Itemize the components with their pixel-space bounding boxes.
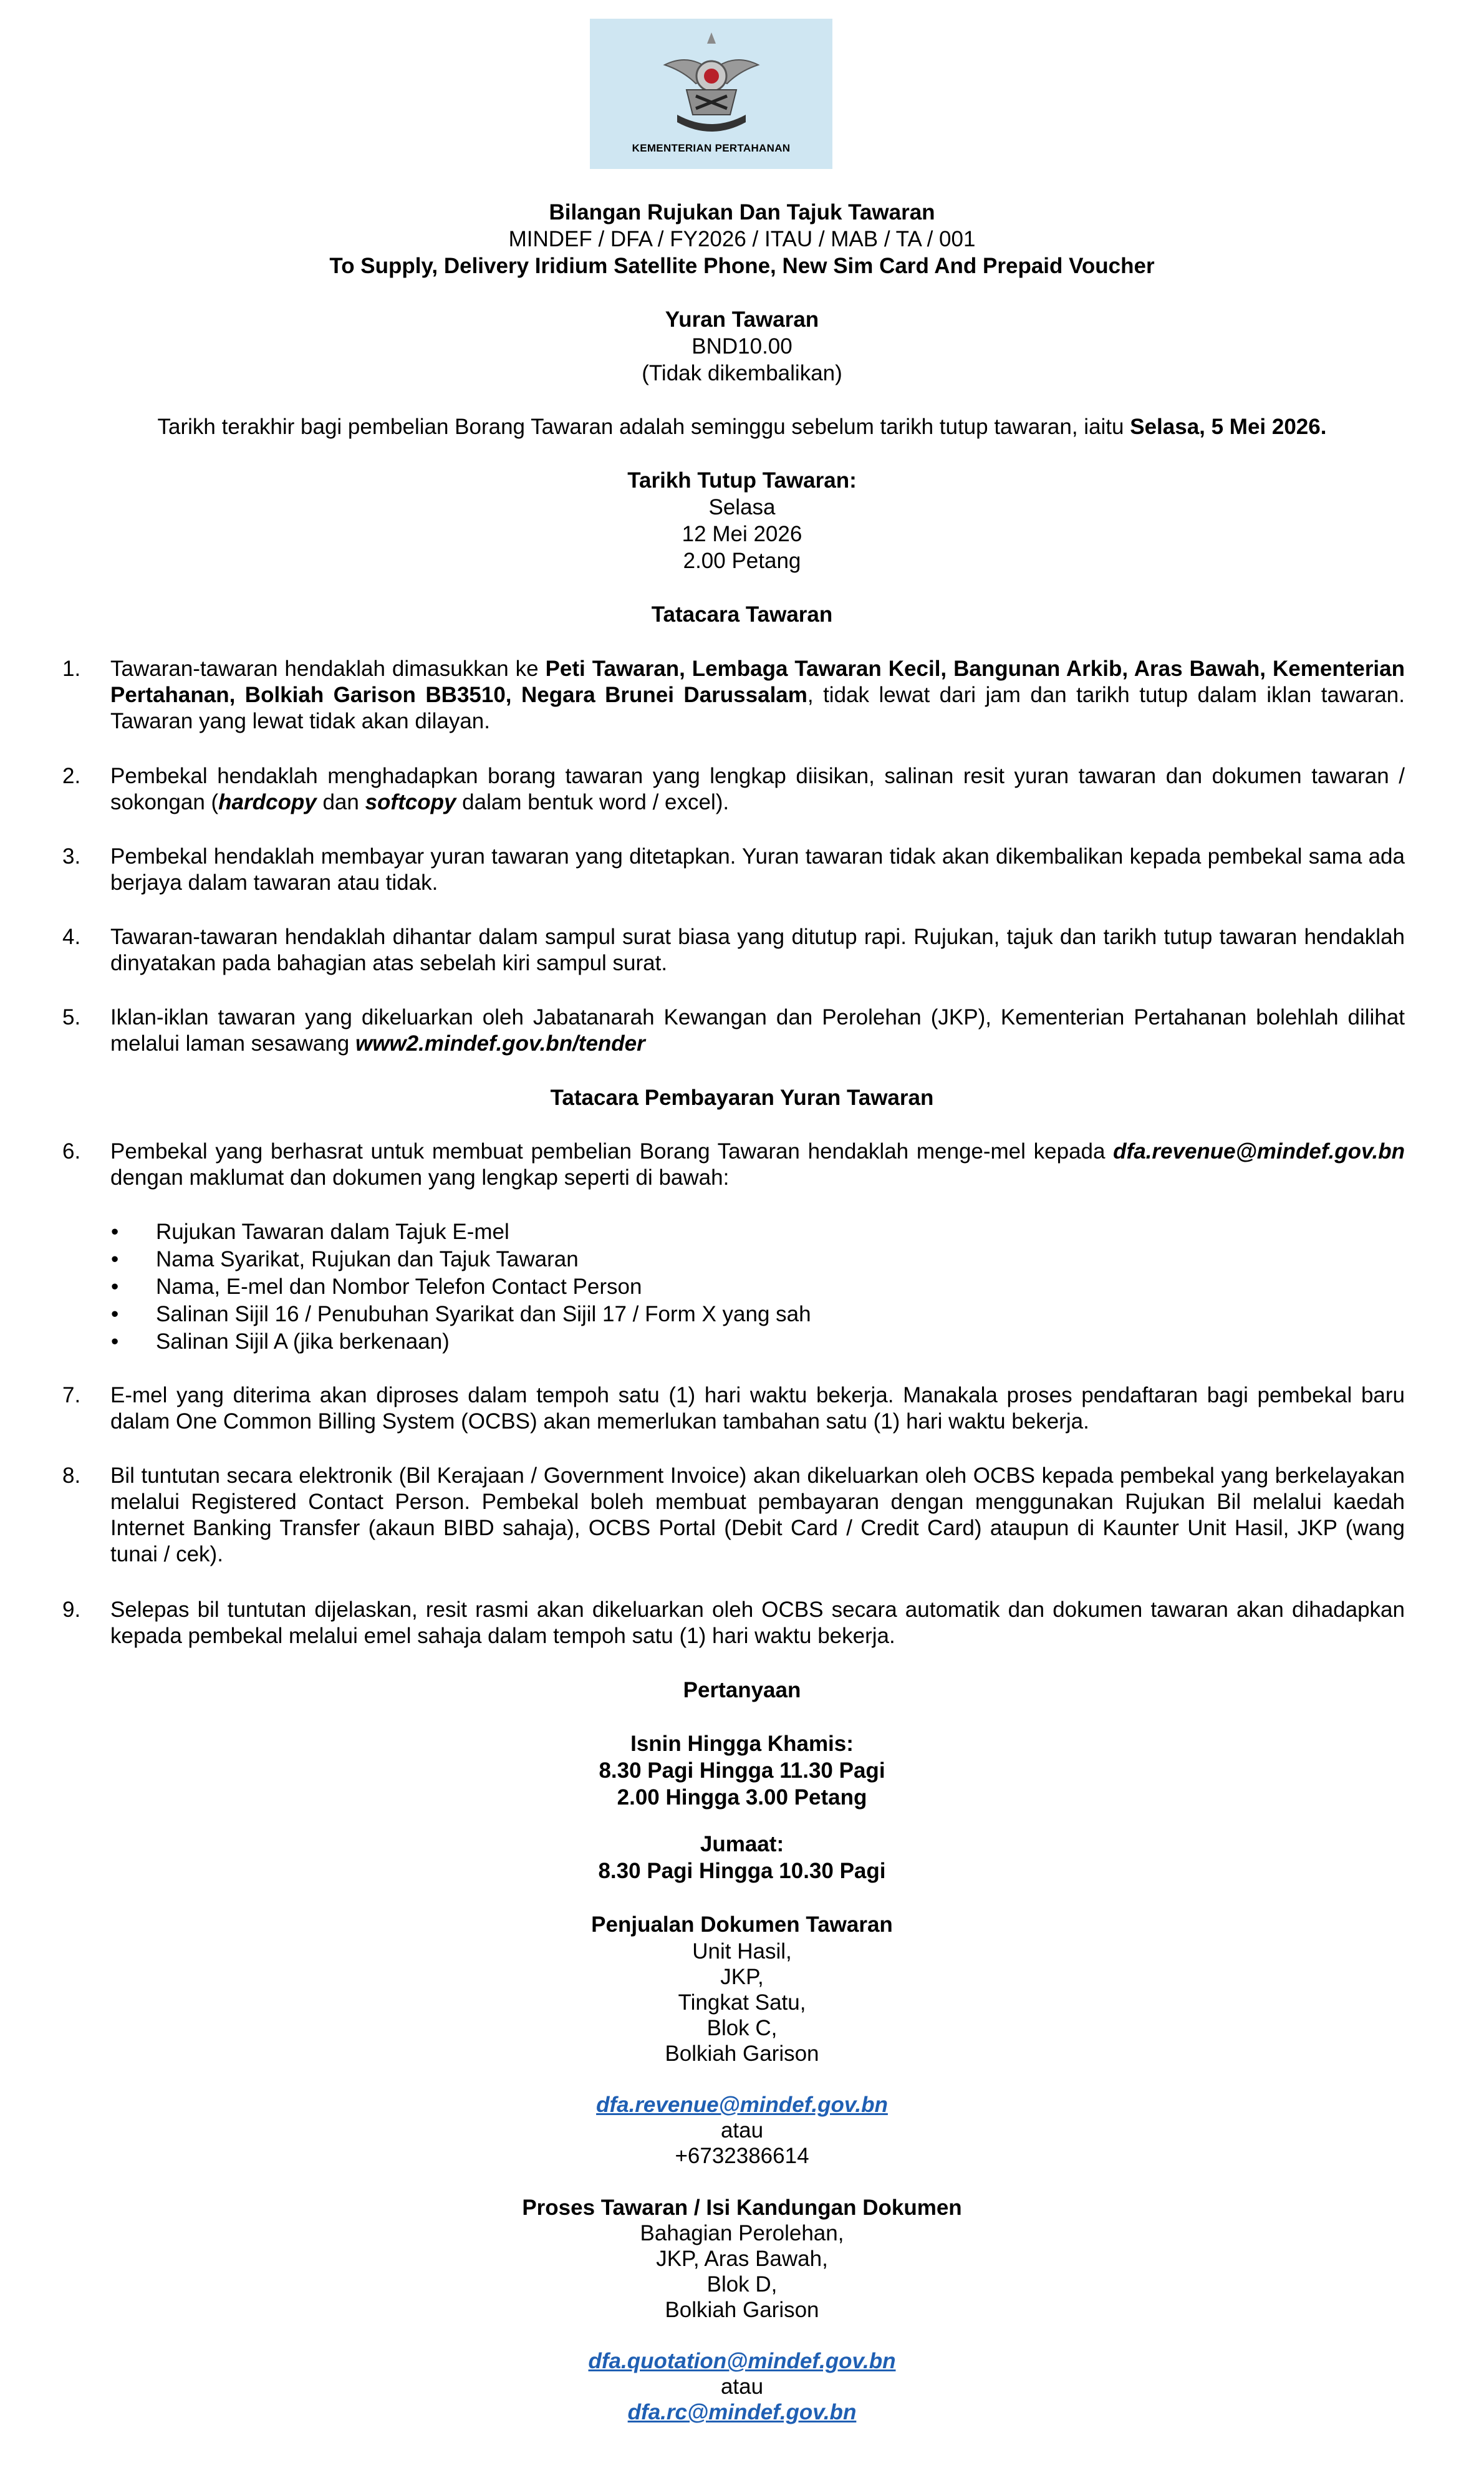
rc-email-link[interactable]: dfa.rc@mindef.gov.bn xyxy=(627,2400,857,2424)
item-text: Tawaran-tawaran hendaklah dihantar dalam sampul surat biasa yang ditutup rapi. Rujukan, tajuk dan tarikh tutup tawaran hendaklah dinyatakan pada bahagian atas sebelah kiri sampul surat. xyxy=(110,925,1405,975)
purchase-deadline-date: Selasa, 5 Mei 2026. xyxy=(1130,415,1327,439)
weekday-hours-morning: 8.30 Pagi Hingga 11.30 Pagi xyxy=(599,1758,885,1783)
sales-email-link[interactable]: dfa.revenue@mindef.gov.bn xyxy=(596,2093,888,2117)
item-text: dalam bentuk word / excel). xyxy=(456,790,730,814)
procedure-item-1 xyxy=(62,656,1405,735)
item-number: 7. xyxy=(62,1383,81,1407)
item-text: Iklan-iklan tawaran yang dikeluarkan oleh Jabatanarah Kewangan dan Perolehan (JKP), Kementerian Pertahanan bolehlah dilihat melalui laman sesawang xyxy=(110,1005,1405,1056)
sales-address-line: Unit Hasil, xyxy=(692,1939,792,1964)
procedure-item-2 xyxy=(62,763,1405,816)
item-number: 5. xyxy=(62,1005,81,1029)
item-text: Selepas bil tuntutan dijelaskan, resit rasmi akan dikeluarkan oleh OCBS secara automatik dan dokumen tawaran akan dihadapkan kepada pembekal melalui emel sahaja dalam tempoh satu (1) hari waktu bekerja. xyxy=(110,1598,1405,1648)
payment-item-9 xyxy=(62,1597,1405,1649)
item-number: 1. xyxy=(62,657,81,681)
item-number: 9. xyxy=(62,1598,81,1622)
item-text: Tawaran-tawaran hendaklah dimasukkan ke xyxy=(110,657,546,681)
sales-phone: +6732386614 xyxy=(675,2144,809,2168)
list-item-text: Rujukan Tawaran dalam Tajuk E-mel xyxy=(156,1220,509,1244)
procedure-title: Tatacara Tawaran xyxy=(651,602,833,627)
sales-address-line: Bolkiah Garison xyxy=(665,2041,819,2066)
sales-address-line: Tingkat Satu, xyxy=(678,1990,806,2015)
procedure-item-4 xyxy=(62,924,1405,976)
revenue-email-inline[interactable]: dfa.revenue@mindef.gov.bn xyxy=(1113,1139,1405,1164)
closing-date: 12 Mei 2026 xyxy=(682,522,802,546)
closing-time: 2.00 Petang xyxy=(683,549,801,573)
reference-title: Bilangan Rujukan Dan Tajuk Tawaran xyxy=(549,200,935,224)
procedure-item-3 xyxy=(62,844,1405,896)
item-text: Pembekal yang berhasrat untuk membuat pembelian Borang Tawaran hendaklah menge-mel kepada xyxy=(110,1139,1114,1164)
weekday-hours-title: Isnin Hingga Khamis: xyxy=(630,1732,854,1756)
bullet-icon: • xyxy=(111,1220,119,1244)
process-or: atau xyxy=(720,2374,764,2399)
process-address-line: JKP, Aras Bawah, xyxy=(656,2247,828,2271)
bullet-icon: • xyxy=(111,1275,119,1299)
reference-number: MINDEF / DFA / FY2026 / ITAU / MAB / TA / 001 xyxy=(508,227,976,251)
tender-website-link[interactable]: www2.mindef.gov.bn/tender xyxy=(355,1031,645,1056)
item-emphasis: hardcopy xyxy=(218,790,317,814)
item-text: Pembekal hendaklah menghadapkan borang tawaran yang lengkap diisikan, salinan resit yuran tawaran dan dokumen tawaran / sokongan ( xyxy=(110,764,1405,814)
item-text: , tidak lewat dari jam dan tarikh tutup dalam iklan tawaran. Tawaran yang lewat tidak akan dilayan. xyxy=(110,683,1405,733)
sales-or: atau xyxy=(720,2118,764,2143)
ministry-logo xyxy=(590,19,832,169)
ministry-crest-icon xyxy=(652,27,771,140)
ministry-logo-text: KEMENTERIAN PERTAHANAN xyxy=(632,142,791,154)
item-number: 2. xyxy=(62,764,81,788)
payment-title: Tatacara Pembayaran Yuran Tawaran xyxy=(550,1086,934,1110)
item-number: 3. xyxy=(62,844,81,869)
process-address-line: Bahagian Perolehan, xyxy=(640,2221,844,2245)
process-address-line: Bolkiah Garison xyxy=(665,2298,819,2322)
bullet-icon: • xyxy=(111,1302,119,1326)
weekday-hours-afternoon: 2.00 Hingga 3.00 Petang xyxy=(617,1785,867,1810)
friday-hours: 8.30 Pagi Hingga 10.30 Pagi xyxy=(598,1859,886,1883)
friday-hours-title: Jumaat: xyxy=(700,1832,784,1856)
item-text: Bil tuntutan secara elektronik (Bil Kerajaan / Government Invoice) akan dikeluarkan oleh OCBS kepada pembekal yang berkelayakan melalui Registered Contact Person. Pembekal boleh membuat pembayaran dengan menggunakan Rujukan Bil melalui kaedah Internet Banking Transfer (akaun BIBD sahaja), OCBS Portal (Debit Card / Credit Card) ataupun di Kaunter Unit Hasil, JKP (wang tunai / cek). xyxy=(110,1463,1405,1566)
purchase-deadline-text: Tarikh terakhir bagi pembelian Borang Tawaran adalah seminggu sebelum tarikh tutup tawaran, iaitu xyxy=(157,415,1130,439)
process-title: Proses Tawaran / Isi Kandungan Dokumen xyxy=(522,2196,962,2220)
list-item-text: Nama, E-mel dan Nombor Telefon Contact Person xyxy=(156,1275,642,1299)
closing-title: Tarikh Tutup Tawaran: xyxy=(627,468,857,493)
sales-address-line: JKP, xyxy=(720,1965,764,1989)
sales-address-line: Blok C, xyxy=(706,2016,778,2040)
item-text: dan xyxy=(316,790,365,814)
bullet-icon: • xyxy=(111,1329,119,1354)
item-number: 4. xyxy=(62,925,81,949)
fee-note: (Tidak dikembalikan) xyxy=(642,361,842,385)
tender-box-address: Peti Tawaran, Lembaga Tawaran Kecil, Bangunan Arkib, Aras Bawah, Kementerian Pertahanan, Bolkiah Garison BB3510, Negara Brunei Darussalam xyxy=(110,657,1405,707)
item-number: 6. xyxy=(62,1139,81,1164)
bullet-icon: • xyxy=(111,1247,119,1271)
sales-email-wrap xyxy=(0,2092,1484,2118)
list-item-text: Salinan Sijil A (jika berkenaan) xyxy=(156,1329,450,1354)
fee-title: Yuran Tawaran xyxy=(665,307,819,332)
item-text: Pembekal hendaklah membayar yuran tawaran yang ditetapkan. Yuran tawaran tidak akan dikembalikan kepada pembekal sama ada berjaya dalam tawaran atau tidak. xyxy=(110,844,1405,895)
payment-item-8 xyxy=(62,1463,1405,1568)
procedure-item-5 xyxy=(62,1005,1405,1057)
payment-item-6 xyxy=(62,1139,1405,1191)
item-number: 8. xyxy=(62,1463,81,1488)
item-emphasis: softcopy xyxy=(365,790,456,814)
process-email1-wrap xyxy=(0,2348,1484,2374)
fee-amount: BND10.00 xyxy=(691,334,793,359)
purchase-deadline-notice xyxy=(0,414,1484,440)
item-text: dengan maklumat dan dokumen yang lengkap seperti di bawah: xyxy=(110,1165,730,1190)
tender-subject: To Supply, Delivery Iridium Satellite Phone, New Sim Card And Prepaid Voucher xyxy=(329,254,1155,278)
quotation-email-link[interactable]: dfa.quotation@mindef.gov.bn xyxy=(588,2349,896,2373)
list-item-text: Nama Syarikat, Rujukan dan Tajuk Tawaran xyxy=(156,1247,579,1271)
process-address-line: Blok D, xyxy=(706,2272,778,2297)
payment-item-7 xyxy=(62,1382,1405,1435)
list-item-text: Salinan Sijil 16 / Penubuhan Syarikat dan Sijil 17 / Form X yang sah xyxy=(156,1302,811,1326)
closing-day: Selasa xyxy=(708,495,776,519)
process-email2-wrap xyxy=(0,2399,1484,2426)
enquiries-title: Pertanyaan xyxy=(683,1678,801,1702)
item-text: E-mel yang diterima akan diproses dalam tempoh satu (1) hari waktu bekerja. Manakala proses pendaftaran bagi pembekal baru dalam One Common Billing System (OCBS) akan memerlukan tambahan satu (1) hari waktu bekerja. xyxy=(110,1383,1405,1434)
sales-title: Penjualan Dokumen Tawaran xyxy=(591,1912,893,1937)
